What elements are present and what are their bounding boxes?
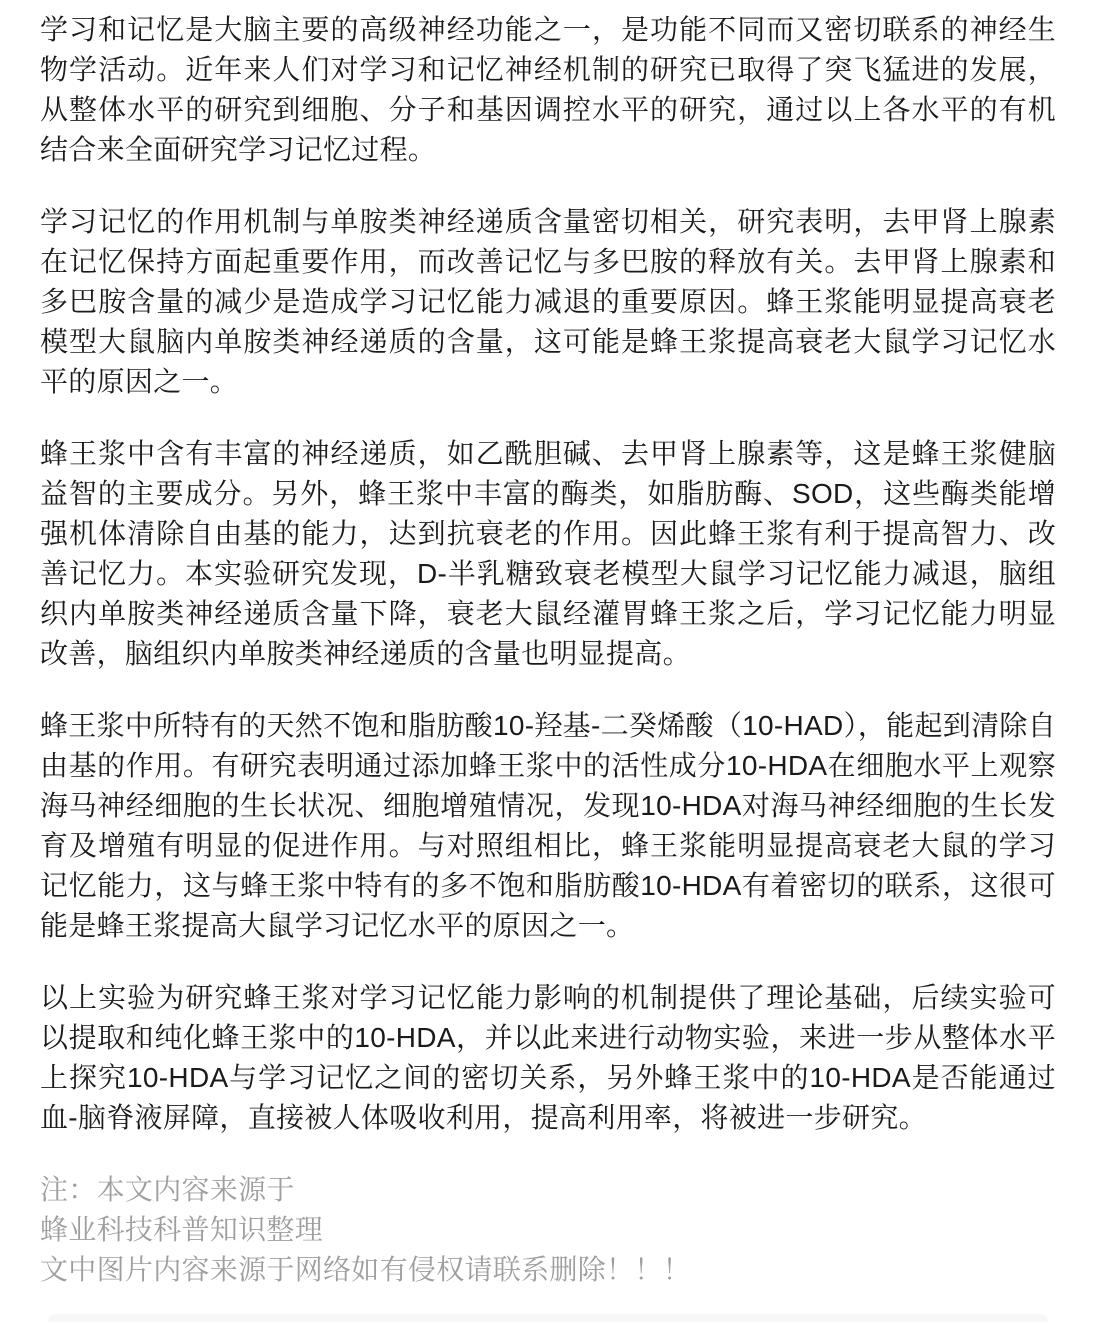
source-note-line-1: 注：本文内容来源于 bbox=[40, 1174, 295, 1205]
article-paragraph-1: 学习和记忆是大脑主要的高级神经功能之一，是功能不同而又密切联系的神经生物学活动。近年来人们对学习和记忆神经机制的研究已取得了突飞猛进的发展，从整体水平的研究到细胞、分子和基因调控水平的研究，通过以上各水平的有机结合来全面研究学习记忆过程。 bbox=[40, 14, 1056, 165]
article-paragraph-3: 蜂王浆中含有丰富的神经递质，如乙酰胆碱、去甲肾上腺素等，这是蜂王浆健脑益智的主要成分。另外，蜂王浆中丰富的酶类，如脂肪酶、SOD，这些酶类能增强机体清除自由基的能力，达到抗衰老的作用。因此蜂王浆有利于提高智力、改善记忆力。本实验研究发现，D-半乳糖致衰老模型大鼠学习记忆能力减退，脑组织内单胺类神经递质含量下降，衰老大鼠经灌胃蜂王浆之后，学习记忆能力明显改善，脑组织内单胺类神经递质的含量也明显提高。 bbox=[40, 438, 1056, 669]
footer-card-top-edge bbox=[48, 1314, 1048, 1322]
article-paragraph-2: 学习记忆的作用机制与单胺类神经递质含量密切相关，研究表明，去甲肾上腺素在记忆保持方面起重要作用，而改善记忆与多巴胺的释放有关。去甲肾上腺素和多巴胺含量的减少是造成学习记忆能力减退的重要原因。蜂王浆能明显提高衰老模型大鼠脑内单胺类神经递质的含量，这可能是蜂王浆提高衰老大鼠学习记忆水平的原因之一。 bbox=[40, 206, 1056, 397]
article-paragraph-5: 以上实验为研究蜂王浆对学习记忆能力影响的机制提供了理论基础，后续实验可以提取和纯化蜂王浆中的10-HDA，并以此来进行动物实验，来进一步从整体水平上探究10-HDA与学习记忆之间的密切关系，另外蜂王浆中的10-HDA是否能通过血-脑脊液屏障，直接被人体吸收利用，提高利用率，将被进一步研究。 bbox=[40, 982, 1056, 1133]
article-paragraph-4: 蜂王浆中所特有的天然不饱和脂肪酸10-羟基-二癸烯酸（10-HAD），能起到清除自由基的作用。有研究表明通过添加蜂王浆中的活性成分10-HDA在细胞水平上观察海马神经细胞的生长状况、细胞增殖情况，发现10-HDA对海马神经细胞的生长发育及增殖有明显的促进作用。与对照组相比，蜂王浆能明显提高衰老大鼠的学习记忆能力，这与蜂王浆中特有的多不饱和脂肪酸10-HDA有着密切的联系，这很可能是蜂王浆提高大鼠学习记忆水平的原因之一。 bbox=[40, 710, 1056, 941]
source-note bbox=[40, 1170, 1056, 1290]
source-note-line-2: 蜂业科技科普知识整理 bbox=[40, 1214, 324, 1245]
source-note-line-3: 文中图片内容来源于网络如有侵权请联系删除！！！ bbox=[40, 1254, 691, 1285]
